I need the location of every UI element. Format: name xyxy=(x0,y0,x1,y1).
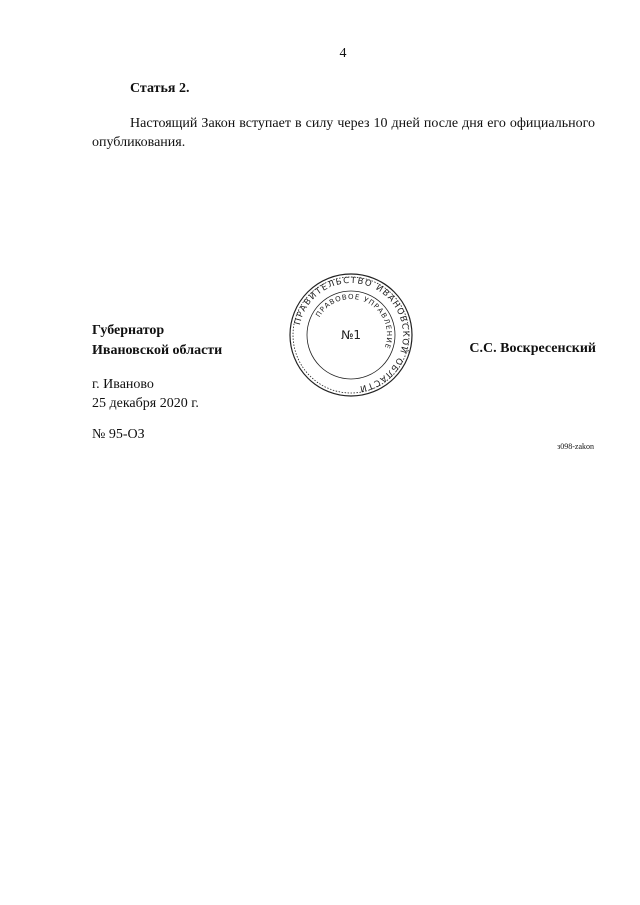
law-number: № 95-ОЗ xyxy=(92,427,145,442)
signatory-position xyxy=(92,321,222,361)
place: г. Иваново xyxy=(92,377,154,392)
signatory-name: С.С. Воскресенский xyxy=(469,341,596,356)
page-number: 4 xyxy=(339,46,347,61)
date: 25 декабря 2020 г. xyxy=(92,396,199,411)
signatory-position-line2: Ивановской области xyxy=(92,343,223,358)
article-text: Настоящий Закон вступает в силу через 10 дней после дня его официального опубликования. xyxy=(92,116,595,150)
signatory-position-line1: Губернатор xyxy=(92,323,165,338)
seal-number: №1 xyxy=(340,328,362,342)
seal-ring-text: ПРАВИТЕЛЬСТВО ИВАНОВСКОЙ ОБЛАСТИ xyxy=(293,275,411,394)
document-code: з098-zakon xyxy=(557,442,594,451)
article-heading: Статья 2. xyxy=(130,81,190,96)
official-seal-stamp xyxy=(288,272,414,398)
place-and-date xyxy=(92,375,199,413)
seal-inner-text: ПРАВОВОЕ УПРАВЛЕНИЕ xyxy=(314,292,394,351)
